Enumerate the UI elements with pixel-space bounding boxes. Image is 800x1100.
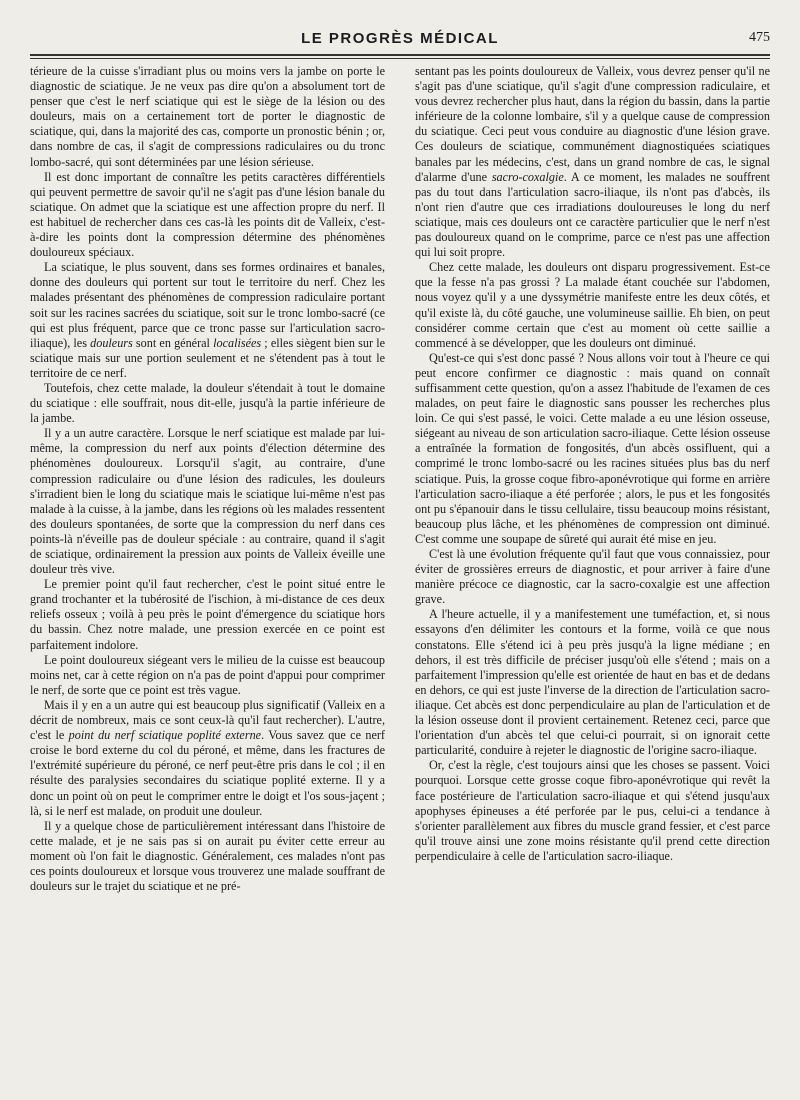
text-run: La sciatique, le plus souvent, dans ses formes ordinaires et banales, donne des douleurs qui portent sur tout le territoire du nerf. Chez les malades présentant des phénomènes de compression radiculaire portant soit sur les racines sacrées du sciatique, soit sur le tronc lombo-sacré (ce qui est plus fréquent, parce que ce tronc passe sur l'articulation sacro-iliaque), les [30,260,385,350]
italic-text: douleurs [90,335,133,350]
text-run: Mais il y en a un autre qui est beaucoup plus significatif (Valleix en a décrit de nombreux, mais ce sont ceux-là qu'il faut rechercher). L'autre, c'est le [30,697,385,743]
paragraph [30,260,385,381]
paragraph: Qu'est-ce qui s'est donc passé ? Nous allons voir tout à l'heure ce qui peut encore confirmer ce diagnostic : mais quand on connaît suffisamment cette question, qu'on a assez l'habitude de l'examen de ces malades, on peut faire le diagnostic sans pousser les recherches plus loin. Ce qui s'est passé, le voici. Cette malade a eu une lésion osseuse, siégeant au niveau de son articulation sacro-iliaque. Cette lésion osseuse a entraînée la formation de fongosités, d'un abcès ossifluent, qui a comprimé le tronc lombo-sacré ou les racines situées plus bas du nerf sciatique. Puis, la grosse coque fibro-aponévrotique qui forme en arrière l'articulation sacro-iliaque a été perforée ; alors, le pus et les fongosités ont pu s'épanouir dans le tissu cellulaire, tissu beaucoup moins résistant, beaucoup plus lâche, et les phénomènes de compression ont diminué. C'est comme une soupape de sûreté qui aurait été mise en jeu. [415,350,770,546]
paragraph: Le point douloureux siégeant vers le milieu de la cuisse est beaucoup moins net, car à cette région on n'a pas de point d'appui pour comprimer le nerf, de sorte que ce point est très vague. [30,652,385,697]
paragraph [30,698,385,819]
header-rule-thick [30,54,770,56]
paragraph: Or, c'est la règle, c'est toujours ainsi que les choses se passent. Voici pourquoi. Lorsque cette grosse coque fibro-aponévrotique qui revêt la face postérieure de l'articulation sacro-iliaque et qui s'étend jusqu'aux apophyses épineuses a été perforée par le pus, celui-ci a tendance à s'orienter parallèlement aux fibres du muscle grand fessier, et c'est parce qu'il trouve ainsi une zone moins résistante qu'il prend cette direction perpendiculaire à celle de l'articulation sacro-iliaque. [415,758,770,863]
paragraph: Chez cette malade, les douleurs ont disparu progressivement. Est-ce que la fesse n'a pas grossi ? La malade étant couchée sur l'abdomen, nous voyez qu'il y a une dyssymétrie manifeste entre les deux côtés, et qu'il existe là, du côté gauche, une volumineuse saillie. Eh bien, on peut considérer comme certain que c'est au moment où cette saillie a commencé à se développer, que les douleurs ont diminué. [415,260,770,350]
paragraph: Toutefois, chez cette malade, la douleur s'étendait à tout le domaine du sciatique : elle souffrait, nous dit-elle, jusqu'à la partie inférieure de la jambe. [30,380,385,426]
paragraph: térieure de la cuisse s'irradiant plus ou moins vers la jambe on porte le diagnostic de sciatique. Je ne veux pas dire qu'on a absolument tort de penser que c'est le nerf sciatique qui est le siège de la lésion ou des douleurs, mais on a certainement tort de porter le diagnostic de sciatique, qui, dans la majorité des cas, comporte un pronostic bénin ; or, dans nombre de cas, il s'agit de compressions radiculaires ou du tronc lombo-sacré, qui sont déterminées par une lésion sérieuse. [30,64,385,169]
paragraph: A l'heure actuelle, il y a manifestement une tuméfaction, et, si nous essayons d'en délimiter les contours et la forme, voilà ce que nous constatons. Elle s'étend ici à peu près jusqu'à la ligne médiane ; en dehors, il est très difficile de préciser jusqu'où elle s'étend ; mais on a parfaitement l'impression qu'elle est orientée de haut en bas et de dedans en dehors, ce qui est juste l'inverse de la direction de l'articulation sacro-iliaque. Cet abcès est donc perpendiculaire au plan de l'articulation et de la lésion osseuse dont il provient certainement. Retenez ceci, parce que l'orientation d'un abcès tel que celui-ci pourrait, si on ignorait cette particularité, conduire à rejeter le diagnostic de l'origine sacro-iliaque. [415,607,770,758]
italic-text: point du nerf sciatique poplité externe [68,728,262,743]
paragraph: Le premier point qu'il faut rechercher, c'est le point situé entre le grand trochanter et la tubérosité de l'ischion, à mi-distance de ces deux reliefs osseux ; voilà à peu près le point d'émergence du sciatique hors du bassin. Chez notre malade, une pression exercée en ce point est parfaitement indolore. [30,577,385,652]
page-number: 475 [749,30,770,45]
header-rule-thin [30,58,770,59]
italic-text: localisées [213,335,262,350]
paragraph: C'est là une évolution fréquente qu'il faut que vous connaissiez, pour éviter de grossières erreurs de diagnostic, et pour arriver à faire d'une manière précoce ce diagnostic, car la sacro-coxalgie est une affection grave. [415,547,770,607]
journal-title: LE PROGRÈS MÉDICAL [301,30,499,47]
paragraph: Il y a quelque chose de particulièrement intéressant dans l'histoire de cette malade, et je ne sais pas si on aurait pu éviter cette erreur au moment où l'on fait le diagnostic. Généralement, ces malades n'ont pas ces points douloureux et lorsque vous trouverez une malade souffrant de douleurs sur le trajet du sciatique et ne pré- [30,818,385,894]
text-run: . Vous savez que ce nerf croise le bord externe du col du péroné, et même, dans les fractures de l'extrémité supérieure du péroné, ce nerf peut-être pris dans le col ; il en résulte des paralysies secondaires du sciatique poplité externe. Il y a donc un point où on peut le comprimer entre le doigt et l'os sous-jaçent ; là, si le nerf est malade, on produit une douleur. [30,728,385,818]
text-run: sentant pas les points douloureux de Valleix, vous devrez penser qu'il ne s'agit pas d'une sciatique, qu'il s'agit d'une compression radiculaire, et vous devrez rechercher plus haut, dans la région du bassin, dans la partie inférieure de la colonne lombaire, s'il y a quelque cause de compression du sciatique. Ceci peut vous conduire au diagnostic d'une lésion grave. Ces douleurs de sciatique, communément diagnostiquées sciatiques banales par les médecins, c'est, dans un grand nombre de cas, le signal d'alarme d'une [415,64,770,184]
italic-text: sacro-coxalgie [491,169,564,184]
running-header [30,30,770,50]
right-column [415,64,770,1054]
paragraph: Il y a un autre caractère. Lorsque le nerf sciatique est malade par lui-même, la compression du nerf aux points d'élection détermine des phénomènes douloureux. Lorsqu'il s'agit, au contraire, d'une compression radiculaire ou d'une lésion des radicules, les douleurs s'irradient bien le long du sciatique mais le sciatique lui-même n'est pas malade à la cuisse, à la jambe, dans les régions où les malades ressentent des douleurs spontanées, de sorte que la compression du nerf dans ces points-là n'éveille pas de douleur spéciale : au contraire, quand il s'agit de sciatique, ordinairement la pression aux points de Valleix éveille une douleur très vive. [30,426,385,577]
text-run: . A ce moment, les malades ne souffrent pas du tout dans l'articulation sacro-iliaque, ils n'ont pas d'abcès, ils n'ont rien d'autre que ces irradiations douloureuses le long du nerf sciatique, mais ces douleurs ont ce caractère particulier que le nerf n'est pas douloureux quand on le comprime, parce ce n'est pas une affection qui lui soit propre. [415,169,770,260]
text-run: sont en général [132,335,214,350]
paragraph: Il est donc important de connaître les petits caractères différentiels qui peuvent permettre de savoir qu'il ne s'agit pas d'une lésion banale du sciatique. On admet que la sciatique est une affection propre du nerf. Il est habituel de rechercher dans ces cas-là les points dit de Valleix, c'est-à-dire les points dont la compression détermine des phénomènes douloureux spéciaux. [30,169,385,260]
left-column [30,64,385,1054]
text-run: ; elles siègent bien sur le sciatique mais sur une portion seulement et ne s'étendent pas à tout le territoire de ce nerf. [30,335,385,380]
paragraph [415,64,770,260]
